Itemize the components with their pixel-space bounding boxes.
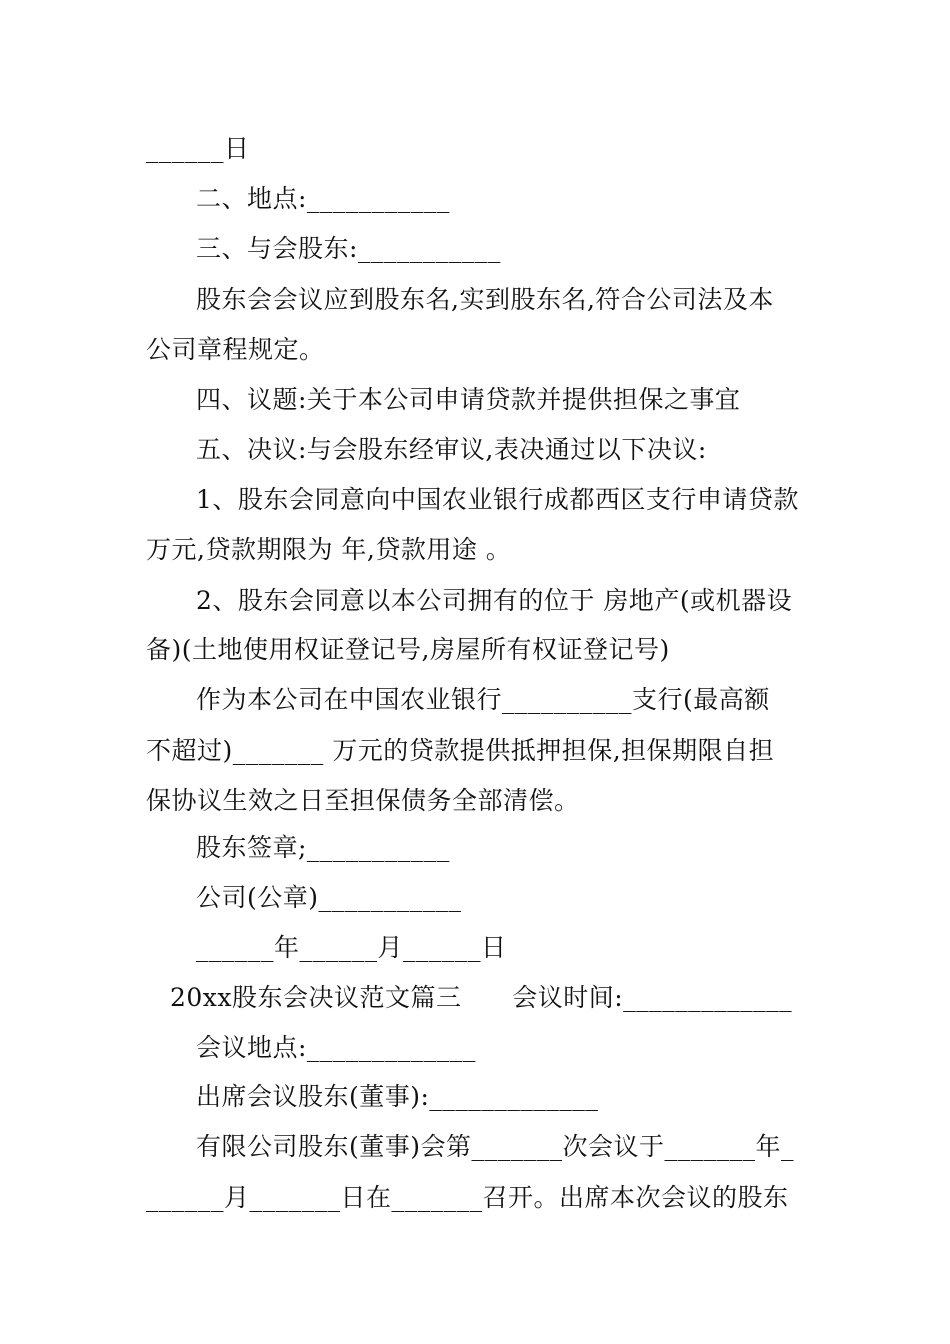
location-line: 二、地点:___________: [196, 184, 450, 213]
date-day-line: ______日: [146, 134, 250, 163]
company-seal-line: 公司(公章)___________: [196, 883, 462, 912]
quorum-paragraph-line-2: 公司章程规定。: [146, 335, 325, 364]
resolution-item-1-line-2: 万元,贷款期限为 年,贷款用途 。: [146, 535, 512, 564]
attending-directors-line: 出席会议股东(董事):_____________: [196, 1082, 599, 1111]
meeting-notice-line-1: 有限公司股东(董事)会第_______次会议于_______年_: [196, 1132, 795, 1161]
guarantee-paragraph-line-3: 保协议生效之日至担保债务全部清偿。: [146, 786, 580, 815]
guarantee-paragraph-line-1: 作为本公司在中国农业银行__________支行(最高额: [196, 685, 770, 714]
agenda-line: 四、议题:关于本公司申请贷款并提供担保之事宜: [196, 385, 741, 414]
meeting-notice-line-2: ______月_______日在_______召开。出席本次会议的股东: [146, 1183, 789, 1212]
resolution-item-1-line-1: 1、股东会同意向中国农业银行成都西区支行申请贷款: [196, 485, 799, 514]
quorum-paragraph-line-1: 股东会会议应到股东名,实到股东名,符合公司法及本: [196, 285, 774, 314]
resolution-item-2-line-2: 备)(土地使用权证登记号,房屋所有权证登记号): [146, 635, 670, 664]
guarantee-paragraph-line-2: 不超过)_______ 万元的贷款提供抵押担保,担保期限自担: [146, 736, 775, 765]
shareholder-signature-line: 股东签章;___________: [196, 833, 450, 862]
resolution-item-2-line-1: 2、股东会同意以本公司拥有的位于 房地产(或机器设: [196, 586, 793, 615]
section-three-heading-line: 20xx股东会决议范文篇三 会议时间:_____________: [170, 983, 793, 1012]
signature-date-line: ______年______月______日: [196, 933, 507, 962]
resolution-line: 五、决议:与会股东经审议,表决通过以下决议:: [196, 435, 707, 464]
attending-shareholders-line: 三、与会股东:___________: [196, 234, 501, 263]
meeting-location-line: 会议地点:_____________: [196, 1033, 476, 1062]
